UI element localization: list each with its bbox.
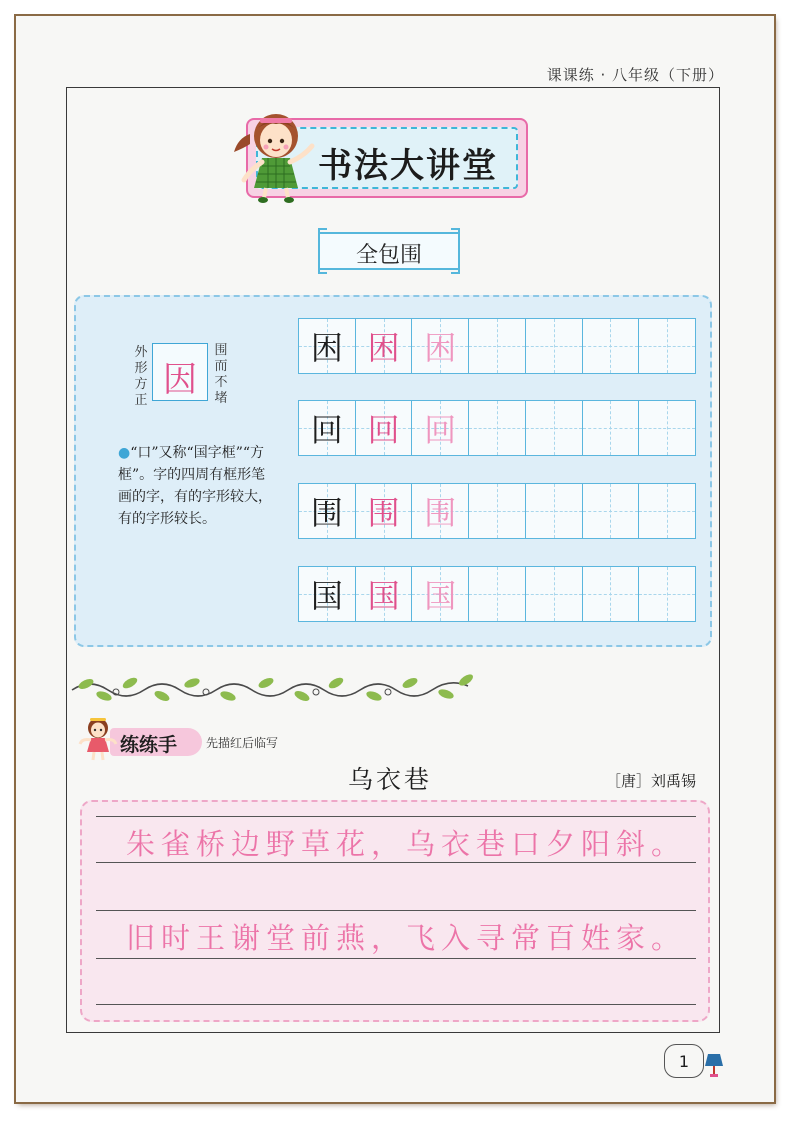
note-text: “口”又称“国字框”“方框”。字的四周有框形笔画的字，有的字形较大，有的字形较长。 (118, 445, 272, 527)
practice-grid-row (298, 318, 696, 374)
ruled-line (96, 816, 696, 817)
demo-char: 因 (163, 360, 197, 400)
vine-divider (70, 672, 474, 702)
model-char: 困 (310, 329, 343, 367)
grid-cell-trace[interactable] (356, 401, 413, 455)
demo-left-label: 外形方正 (134, 345, 148, 408)
grid-cell-blank[interactable] (639, 484, 695, 538)
grid-cell-blank[interactable] (469, 484, 526, 538)
grid-cell-blank[interactable] (469, 401, 526, 455)
practice-hint: 先描红后临写 (206, 736, 279, 750)
ruled-line (96, 910, 696, 911)
grid-cell-blank[interactable] (639, 567, 695, 621)
header-text: 课课练 · 八年级（下册） (546, 66, 724, 84)
note-bullet: ● (118, 445, 131, 461)
demo-right-label: 围而不堵 (214, 343, 228, 406)
trace-char: 围 (424, 494, 457, 532)
trace-char: 回 (424, 411, 457, 449)
trace-char: 国 (424, 577, 457, 615)
ruled-line (96, 1004, 696, 1005)
grid-cell-model (299, 401, 356, 455)
poem-line-trace[interactable]: 朱雀桥边野草花，乌衣巷口夕阳斜。 (126, 827, 687, 861)
grid-cell-trace[interactable] (356, 319, 413, 373)
model-char: 回 (310, 411, 343, 449)
trace-char: 国 (367, 577, 400, 615)
grid-cell-blank[interactable] (583, 484, 640, 538)
grid-cell-trace[interactable] (356, 567, 413, 621)
practice-grid-row (298, 483, 696, 539)
trace-char: 困 (424, 329, 457, 367)
practice-grid-row (298, 400, 696, 456)
small-girl-icon (78, 714, 118, 762)
grid-cell-model (299, 484, 356, 538)
grid-cell-blank[interactable] (583, 401, 640, 455)
banner-title: 书法大讲堂 (318, 146, 498, 186)
practice-title: 练练手 (120, 734, 178, 756)
section-label-box (318, 232, 460, 270)
model-char: 国 (310, 577, 343, 615)
grid-cell-blank[interactable] (526, 484, 583, 538)
girl-illustration (228, 104, 322, 204)
page-number: 1 (678, 1052, 690, 1071)
grid-cell-blank[interactable] (583, 319, 640, 373)
grid-cell-trace[interactable] (412, 484, 469, 538)
trace-char: 回 (367, 411, 400, 449)
trace-char: 围 (367, 494, 400, 532)
model-char: 围 (310, 494, 343, 532)
ruled-line (96, 958, 696, 959)
grid-cell-blank[interactable] (526, 319, 583, 373)
grid-cell-trace[interactable] (356, 484, 413, 538)
demo-char-box (152, 343, 208, 401)
poem-title: 乌衣巷 (348, 765, 433, 794)
grid-cell-blank[interactable] (639, 319, 695, 373)
poem-line-trace[interactable]: 旧时王谢堂前燕，飞入寻常百姓家。 (126, 921, 687, 955)
grid-cell-model (299, 567, 356, 621)
grid-cell-trace[interactable] (412, 567, 469, 621)
grid-cell-blank[interactable] (639, 401, 695, 455)
page-number-box (664, 1044, 704, 1078)
grid-cell-blank[interactable] (469, 567, 526, 621)
lamp-icon (704, 1050, 724, 1080)
grid-cell-blank[interactable] (526, 567, 583, 621)
grid-cell-blank[interactable] (526, 401, 583, 455)
grid-cell-model (299, 319, 356, 373)
section-title: 全包围 (355, 243, 422, 268)
grid-cell-blank[interactable] (583, 567, 640, 621)
explanation-note (118, 442, 274, 530)
page-header (0, 64, 790, 86)
grid-cell-trace[interactable] (412, 319, 469, 373)
practice-grid-row (298, 566, 696, 622)
poem-author: ［唐］刘禹锡 (606, 772, 697, 790)
grid-cell-trace[interactable] (412, 401, 469, 455)
trace-char: 困 (367, 329, 400, 367)
grid-cell-blank[interactable] (469, 319, 526, 373)
